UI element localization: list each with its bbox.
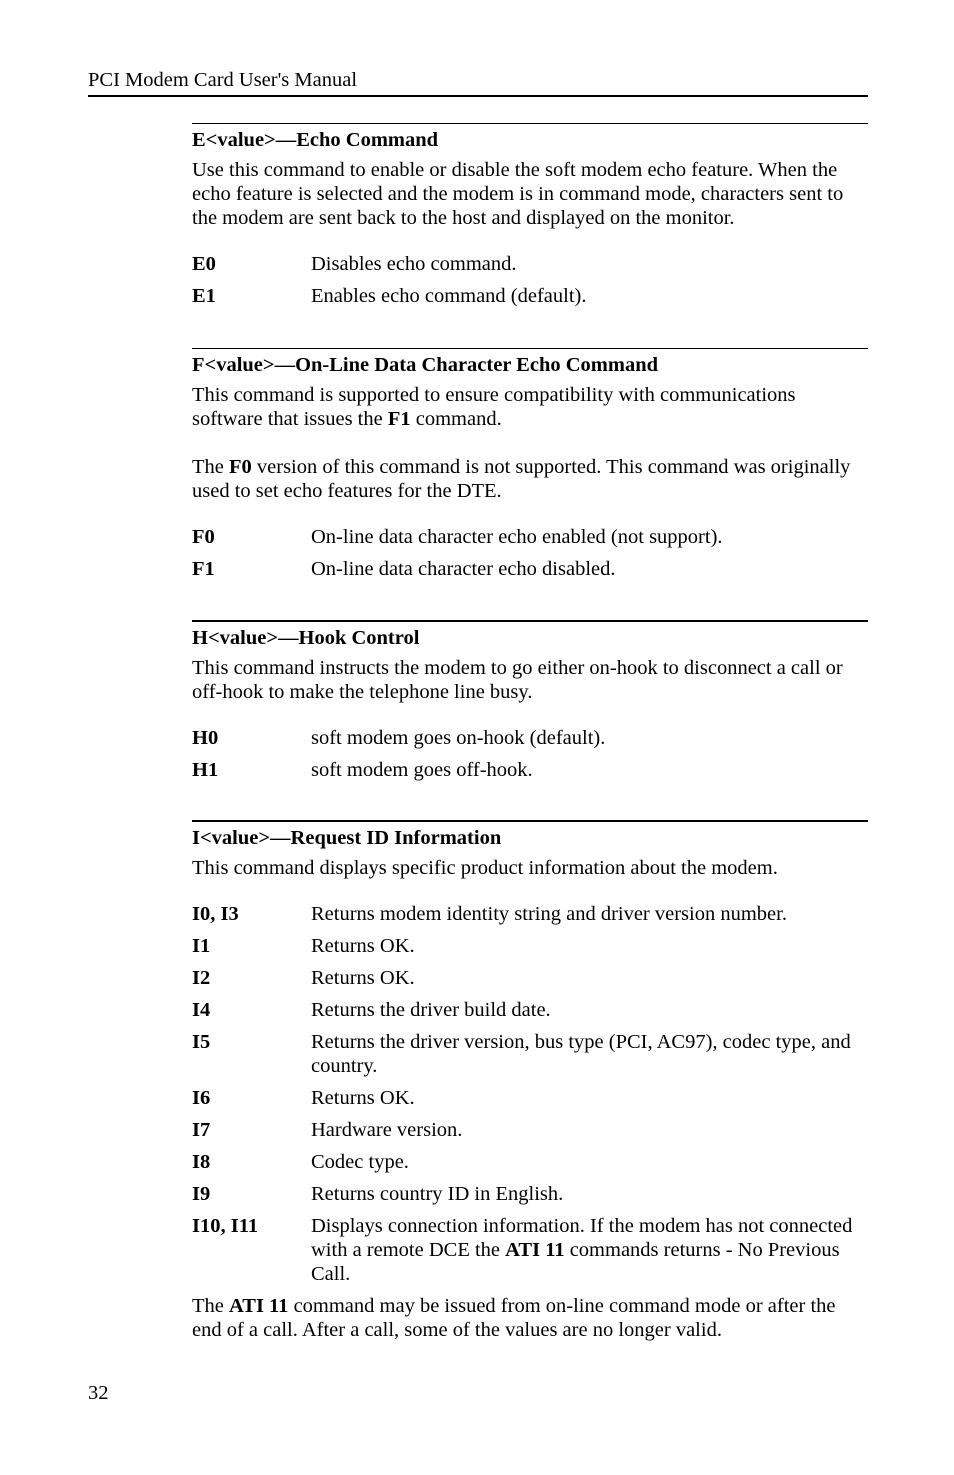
command-row — [192, 1214, 868, 1286]
command-row — [192, 1086, 868, 1110]
page-number: 32 — [88, 1382, 109, 1404]
command-row — [192, 284, 868, 308]
paragraph-text: command may be issued from on-line command mode or after the end of a call. After a call, some of the values are no longer valid. — [192, 1295, 836, 1341]
command-code: I7 — [192, 1119, 211, 1141]
command-code: I10, I11 — [192, 1215, 259, 1237]
command-description: Returns country ID in English. — [311, 1183, 564, 1205]
command-description: On-line data character echo disabled. — [311, 558, 616, 580]
command-code: I1 — [192, 935, 211, 957]
header-rule — [88, 95, 868, 97]
command-description: Hardware version. — [311, 1119, 463, 1141]
command-description: Returns modem identity string and driver version number. — [311, 903, 787, 925]
section-paragraph: This command displays specific product information about the modem. — [192, 857, 778, 879]
command-code: I9 — [192, 1183, 211, 1205]
description-text: Displays connection information. If the modem has not connected with a remote DCE the — [311, 1215, 853, 1261]
paragraph-text: The — [192, 1295, 229, 1317]
command-description: On-line data character echo enabled (not support). — [311, 526, 723, 548]
section-paragraph: Use this command to enable or disable the soft modem echo feature. When the echo feature is selected and the modem is in command mode, characters sent to the modem are sent back to the host and displayed on the monitor. — [192, 159, 844, 229]
command-description: Returns the driver build date. — [311, 999, 551, 1021]
command-code: I6 — [192, 1087, 211, 1109]
command-description: soft modem goes on-hook (default). — [311, 727, 606, 749]
command-row — [192, 934, 868, 958]
command-row — [192, 1030, 868, 1078]
paragraph-text: command. — [410, 408, 502, 430]
section-paragraph — [192, 383, 860, 431]
command-description: Returns OK. — [311, 1087, 415, 1109]
paragraph-text: This command is supported to ensure compatibility with communications software that issues the — [192, 384, 796, 430]
command-code: H0 — [192, 727, 219, 749]
description-text: commands returns - No Previous Call. — [311, 1239, 840, 1285]
command-row — [192, 557, 868, 581]
section-rule — [192, 620, 868, 622]
command-row — [192, 1118, 868, 1142]
command-code: F0 — [192, 526, 215, 548]
section-title: E<value>—Echo Command — [192, 129, 439, 151]
section-online-echo-command — [192, 348, 868, 581]
section-title: I<value>—Request ID Information — [192, 827, 502, 849]
command-code: I5 — [192, 1031, 211, 1053]
command-description: soft modem goes off-hook. — [311, 759, 533, 781]
command-description: Returns OK. — [311, 967, 415, 989]
inline-command: F0 — [229, 456, 252, 478]
paragraph-text: The — [192, 456, 229, 478]
command-description: Returns the driver version, bus type (PCI, AC97), codec type, and country. — [311, 1031, 851, 1077]
inline-command: ATI 11 — [505, 1239, 565, 1261]
section-rule — [192, 348, 868, 349]
closing-paragraph — [192, 1294, 860, 1342]
paragraph-text: version of this command is not supported. This command was originally used to set echo features for the DTE. — [192, 456, 851, 502]
section-paragraph — [192, 455, 860, 503]
command-code: E1 — [192, 285, 216, 307]
command-description: Returns OK. — [311, 935, 415, 957]
command-description: Enables echo command (default). — [311, 285, 587, 307]
command-row — [192, 726, 868, 750]
command-code: E0 — [192, 253, 216, 275]
section-hook-control — [192, 620, 868, 782]
inline-command: ATI 11 — [229, 1295, 289, 1317]
command-description — [311, 1214, 868, 1286]
command-row — [192, 1150, 868, 1174]
command-code: H1 — [192, 759, 219, 781]
section-echo-command — [192, 123, 868, 308]
section-title: F<value>—On-Line Data Character Echo Command — [192, 354, 658, 376]
command-row — [192, 758, 868, 782]
inline-command: F1 — [387, 408, 411, 430]
command-row — [192, 998, 868, 1022]
command-code: I0, I3 — [192, 903, 239, 925]
command-description: Codec type. — [311, 1151, 409, 1173]
command-description: Disables echo command. — [311, 253, 517, 275]
command-row — [192, 966, 868, 990]
command-code: I4 — [192, 999, 211, 1021]
running-header: PCI Modem Card User's Manual — [88, 69, 358, 91]
command-row — [192, 525, 868, 549]
section-rule — [192, 123, 868, 124]
section-paragraph: This command instructs the modem to go either on-hook to disconnect a call or off-hook to make the telephone line busy. — [192, 657, 843, 703]
command-row — [192, 1182, 868, 1206]
section-request-id-information — [192, 820, 868, 1342]
command-code: F1 — [192, 558, 215, 580]
section-rule — [192, 820, 868, 822]
command-code: I8 — [192, 1151, 211, 1173]
command-code: I2 — [192, 967, 211, 989]
section-title: H<value>—Hook Control — [192, 627, 420, 649]
command-row — [192, 902, 868, 926]
command-row — [192, 252, 868, 276]
